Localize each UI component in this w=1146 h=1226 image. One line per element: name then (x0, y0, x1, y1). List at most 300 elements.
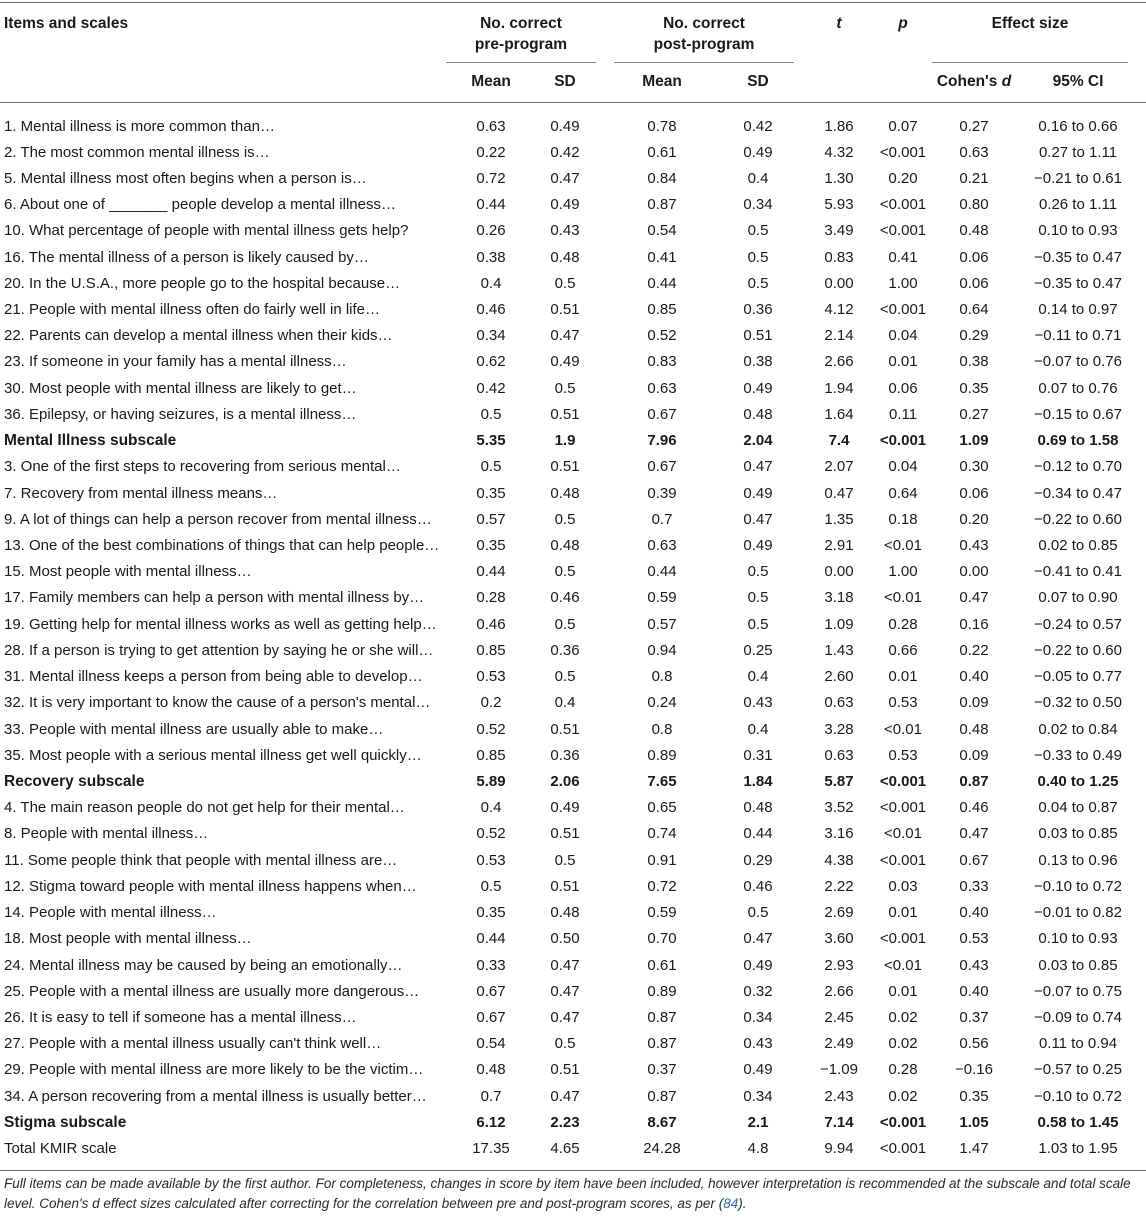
cell-cohens-d: 0.37 (959, 1008, 989, 1026)
cell-t: 2.07 (824, 458, 854, 476)
cell-t: 0.00 (824, 563, 854, 581)
cell-t: 5.87 (824, 773, 854, 790)
cell-item-label: 30. Most people with mental illness are likely to get… (4, 379, 357, 397)
cell-item-label: 14. People with mental illness… (4, 904, 217, 922)
cell-t: 1.30 (824, 169, 854, 187)
top-rule (0, 2, 1146, 3)
cell-p: <0.01 (884, 720, 922, 738)
cell-item-label: 9. A lot of things can help a person recover from mental illness… (4, 510, 432, 528)
cell-cohens-d: 0.63 (959, 143, 989, 161)
cell-pre-mean: 0.5 (480, 405, 502, 423)
cell-pre-mean: 0.4 (480, 799, 502, 817)
cell-post-sd: 0.42 (743, 117, 773, 135)
cell-95-ci: −0.10 to 0.72 (1034, 1087, 1122, 1105)
header-cohens-d-symbol: d (1001, 73, 1012, 90)
cell-pre-mean: 0.42 (476, 379, 506, 397)
cell-95-ci: 0.14 to 0.97 (1038, 301, 1118, 319)
cell-t: −1.09 (820, 1061, 858, 1079)
table-row (0, 218, 1146, 244)
cell-cohens-d: 0.80 (959, 196, 989, 214)
cell-item-label: 11. Some people think that people with mental illness are… (4, 851, 398, 869)
cell-cohens-d: 0.43 (959, 537, 989, 555)
cell-t: 0.83 (824, 248, 854, 266)
footnote-text-end: ). (738, 1196, 747, 1211)
cell-95-ci: −0.22 to 0.60 (1034, 510, 1122, 528)
cell-p: 0.06 (888, 379, 918, 397)
cell-95-ci: −0.22 to 0.60 (1034, 641, 1122, 659)
cell-post-mean: 0.87 (647, 196, 677, 214)
cell-cohens-d: 0.67 (959, 851, 989, 869)
cell-post-mean: 0.57 (647, 615, 677, 633)
cell-cohens-d: 0.56 (959, 1035, 989, 1053)
cell-pre-sd: 4.65 (550, 1140, 580, 1158)
cell-post-mean: 0.44 (647, 563, 677, 581)
cell-post-mean: 0.63 (647, 537, 677, 555)
cell-post-mean: 0.89 (647, 746, 677, 764)
cell-pre-sd: 0.51 (550, 877, 580, 895)
cell-pre-mean: 0.85 (476, 641, 506, 659)
cell-post-sd: 0.46 (743, 877, 773, 895)
cell-pre-mean: 0.26 (476, 222, 506, 240)
cell-cohens-d: 0.46 (959, 799, 989, 817)
cell-pre-mean: 0.35 (476, 537, 506, 555)
cell-item-label: 2. The most common mental illness is… (4, 143, 270, 161)
cell-post-sd: 0.5 (747, 563, 769, 581)
cell-pre-sd: 0.47 (550, 956, 580, 974)
cell-post-mean: 0.91 (647, 851, 677, 869)
cell-post-mean: 0.87 (647, 1035, 677, 1053)
table-row (0, 638, 1146, 664)
cell-t: 2.60 (824, 668, 854, 686)
cell-item-label: Mental Illness subscale (4, 432, 177, 450)
cell-t: 1.94 (824, 379, 854, 397)
cell-t: 5.93 (824, 196, 854, 214)
cell-pre-sd: 0.5 (554, 615, 576, 633)
table-row (0, 821, 1146, 847)
cell-item-label: 33. People with mental illness are usually able to make… (4, 720, 384, 738)
cell-item-label: 1. Mental illness is more common than… (4, 117, 275, 135)
cell-t: 1.64 (824, 405, 854, 423)
cell-95-ci: 0.03 to 0.85 (1038, 956, 1118, 974)
cell-t: 3.18 (824, 589, 854, 607)
header-pre-mean: Mean (471, 73, 511, 90)
cell-pre-sd: 0.50 (550, 930, 580, 948)
cell-pre-mean: 0.34 (476, 327, 506, 345)
cell-cohens-d: 0.33 (959, 877, 989, 895)
cell-post-mean: 0.67 (647, 458, 677, 476)
table-row (0, 349, 1146, 375)
cell-p: 0.04 (888, 458, 918, 476)
cell-p: 0.18 (888, 510, 918, 528)
pre-group-rule (446, 62, 596, 63)
cell-post-mean: 0.72 (647, 877, 677, 895)
cell-post-mean: 0.41 (647, 248, 677, 266)
cell-pre-mean: 0.48 (476, 1061, 506, 1079)
cell-cohens-d: 0.21 (959, 169, 989, 187)
cell-post-mean: 0.59 (647, 589, 677, 607)
cell-cohens-d: 0.09 (959, 694, 989, 712)
cell-95-ci: 0.26 to 1.11 (1038, 196, 1118, 214)
cell-t: 2.49 (824, 1035, 854, 1053)
cell-item-label: 31. Mental illness keeps a person from being able to develop… (4, 668, 423, 686)
cell-cohens-d: 0.47 (959, 589, 989, 607)
cell-t: 4.32 (824, 143, 854, 161)
cell-pre-mean: 5.89 (476, 773, 506, 790)
table-row (0, 323, 1146, 349)
cell-95-ci: −0.57 to 0.25 (1034, 1061, 1122, 1079)
cell-post-sd: 0.5 (747, 615, 769, 633)
cell-item-label: 6. About one of _______ people develop a mental illness… (4, 196, 396, 214)
table-row (0, 979, 1146, 1005)
cell-pre-mean: 0.53 (476, 851, 506, 869)
cell-cohens-d: 0.64 (959, 301, 989, 319)
cell-cohens-d: 0.22 (959, 641, 989, 659)
cell-post-sd: 4.8 (747, 1140, 769, 1158)
cell-p: 0.64 (888, 484, 918, 502)
cell-post-mean: 0.8 (651, 668, 673, 686)
cell-p: 0.53 (888, 694, 918, 712)
cell-pre-sd: 0.51 (550, 720, 580, 738)
table-row (0, 664, 1146, 690)
cell-pre-mean: 0.35 (476, 484, 506, 502)
cell-cohens-d: 0.30 (959, 458, 989, 476)
header-p: p (898, 15, 908, 32)
cell-p: 0.20 (888, 169, 918, 187)
cell-p: <0.001 (879, 1140, 927, 1158)
cell-pre-sd: 0.5 (554, 274, 576, 292)
table-row (0, 612, 1146, 638)
cell-cohens-d: 0.53 (959, 930, 989, 948)
cell-pre-mean: 0.28 (476, 589, 506, 607)
cell-post-sd: 0.5 (747, 904, 769, 922)
cell-post-mean: 0.78 (647, 117, 677, 135)
table-row (0, 690, 1146, 716)
cell-item-label: 16. The mental illness of a person is likely caused by… (4, 248, 369, 266)
cell-pre-mean: 0.53 (476, 668, 506, 686)
cell-pre-sd: 0.5 (554, 379, 576, 397)
cell-pre-mean: 0.33 (476, 956, 506, 974)
cell-pre-mean: 0.2 (480, 694, 502, 712)
cell-p: 1.00 (888, 563, 918, 581)
cell-pre-sd: 0.51 (550, 458, 580, 476)
cell-pre-sd: 0.48 (550, 537, 580, 555)
cell-95-ci: 0.27 to 1.11 (1038, 143, 1118, 161)
cell-post-mean: 0.84 (647, 169, 677, 187)
cell-pre-sd: 0.47 (550, 982, 580, 1000)
header-95-ci: 95% CI (1052, 73, 1104, 90)
cell-post-mean: 7.96 (647, 432, 677, 450)
cell-post-mean: 0.85 (647, 301, 677, 319)
cell-item-label: 4. The main reason people do not get help for their mental… (4, 799, 405, 817)
bottom-rule (0, 1170, 1146, 1171)
table-row (0, 481, 1146, 507)
cell-t: 1.43 (824, 641, 854, 659)
cell-p: <0.001 (879, 301, 927, 319)
cell-post-mean: 0.52 (647, 327, 677, 345)
cell-p: 0.41 (888, 248, 918, 266)
cell-95-ci: 0.58 to 1.45 (1037, 1113, 1119, 1131)
footnote-text: Full items can be made available by the first author. For completeness, changes in score by item have been included, however interpretation is recommended at the subscale and total scale level. Cohen's d effect sizes calculated after correcting for the correlation between pre and post-program scores, as per ( (4, 1176, 1131, 1211)
table-row (0, 140, 1146, 166)
cell-t: 3.52 (824, 799, 854, 817)
cell-cohens-d: 0.40 (959, 904, 989, 922)
cell-cohens-d: 0.87 (959, 773, 989, 790)
cell-p: <0.01 (884, 825, 922, 843)
cell-cohens-d: 1.05 (959, 1113, 989, 1131)
cell-pre-sd: 2.23 (550, 1113, 580, 1131)
cell-cohens-d: 0.40 (959, 982, 989, 1000)
cell-cohens-d: 0.00 (959, 563, 989, 581)
table-row (0, 1136, 1146, 1162)
cell-p: <0.001 (879, 143, 927, 161)
cell-t: 9.94 (824, 1140, 854, 1158)
cell-t: 0.63 (824, 746, 854, 764)
cell-p: 0.02 (888, 1087, 918, 1105)
cell-post-sd: 0.49 (743, 956, 773, 974)
cell-95-ci: −0.41 to 0.41 (1034, 563, 1122, 581)
cell-pre-mean: 0.38 (476, 248, 506, 266)
cell-post-sd: 2.1 (747, 1113, 769, 1131)
cell-post-sd: 0.43 (743, 1035, 773, 1053)
cell-pre-mean: 6.12 (476, 1113, 506, 1131)
subscale-row (0, 1110, 1146, 1136)
header-bottom-rule (0, 102, 1146, 103)
cell-95-ci: −0.01 to 0.82 (1034, 904, 1122, 922)
cell-post-mean: 0.65 (647, 799, 677, 817)
cell-item-label: 21. People with mental illness often do fairly well in life… (4, 301, 381, 319)
cell-cohens-d: −0.16 (955, 1061, 993, 1079)
footnote-reference-link[interactable]: 84 (723, 1196, 739, 1211)
cell-item-label: 26. It is easy to tell if someone has a mental illness… (4, 1008, 357, 1026)
cell-95-ci: 0.07 to 0.76 (1038, 379, 1118, 397)
cell-t: 3.49 (824, 222, 854, 240)
table-row (0, 507, 1146, 533)
cell-pre-sd: 0.51 (550, 405, 580, 423)
cell-item-label: 25. People with a mental illness are usually more dangerous… (4, 982, 420, 1000)
cell-cohens-d: 0.29 (959, 327, 989, 345)
table-row (0, 926, 1146, 952)
header-post-program: No. correct post-program (653, 15, 755, 53)
cell-p: 0.66 (888, 641, 918, 659)
cell-post-sd: 0.47 (743, 510, 773, 528)
cell-pre-mean: 17.35 (472, 1140, 510, 1158)
cell-pre-sd: 0.47 (550, 327, 580, 345)
cell-post-sd: 0.4 (747, 169, 769, 187)
cell-post-mean: 0.70 (647, 930, 677, 948)
cell-pre-sd: 0.5 (554, 1035, 576, 1053)
cell-item-label: 22. Parents can develop a mental illness when their kids… (4, 327, 393, 345)
header-post-mean: Mean (642, 73, 682, 90)
cell-item-label: Stigma subscale (4, 1113, 127, 1131)
cell-pre-mean: 5.35 (476, 432, 506, 450)
cell-post-sd: 0.25 (743, 641, 773, 659)
cell-95-ci: 0.11 to 0.94 (1038, 1035, 1118, 1053)
cell-post-sd: 0.47 (743, 458, 773, 476)
cell-95-ci: 0.40 to 1.25 (1037, 773, 1119, 790)
cell-post-sd: 0.31 (743, 746, 773, 764)
table-row (0, 271, 1146, 297)
cell-item-label: 19. Getting help for mental illness works as well as getting help… (4, 615, 437, 633)
cell-t: 7.4 (828, 432, 850, 450)
table-row (0, 1057, 1146, 1083)
cell-pre-mean: 0.72 (476, 169, 506, 187)
cell-pre-sd: 0.5 (554, 668, 576, 686)
cell-cohens-d: 0.47 (959, 825, 989, 843)
cell-cohens-d: 0.06 (959, 248, 989, 266)
cell-item-label: 18. Most people with mental illness… (4, 930, 252, 948)
effect-group-rule (932, 62, 1128, 63)
cell-t: 2.91 (824, 537, 854, 555)
cell-95-ci: 0.07 to 0.90 (1038, 589, 1118, 607)
cell-pre-mean: 0.5 (480, 458, 502, 476)
cell-item-label: 13. One of the best combinations of things that can help people… (4, 537, 440, 555)
cell-95-ci: 0.02 to 0.84 (1038, 720, 1118, 738)
cell-t: 1.35 (824, 510, 854, 528)
cell-t: 2.93 (824, 956, 854, 974)
cell-t: 2.69 (824, 904, 854, 922)
cell-item-label: 5. Mental illness most often begins when a person is… (4, 169, 367, 187)
table-row (0, 454, 1146, 480)
cell-p: <0.001 (879, 799, 927, 817)
cell-t: 3.28 (824, 720, 854, 738)
cell-cohens-d: 0.38 (959, 353, 989, 371)
cell-t: 3.16 (824, 825, 854, 843)
cell-cohens-d: 0.35 (959, 379, 989, 397)
cell-pre-mean: 0.46 (476, 301, 506, 319)
cell-post-sd: 0.5 (747, 274, 769, 292)
cell-95-ci: −0.24 to 0.57 (1034, 615, 1122, 633)
cell-post-mean: 0.63 (647, 379, 677, 397)
cell-pre-sd: 0.36 (550, 641, 580, 659)
cell-cohens-d: 0.40 (959, 668, 989, 686)
header-items-and-scales: Items and scales (4, 15, 129, 32)
cell-item-label: Recovery subscale (4, 773, 145, 790)
cell-cohens-d: 1.47 (959, 1140, 989, 1158)
cell-p: 0.28 (888, 1061, 918, 1079)
cell-p: 0.11 (888, 405, 918, 423)
cell-post-sd: 0.48 (743, 799, 773, 817)
post-group-rule (614, 62, 794, 63)
cell-pre-sd: 0.36 (550, 746, 580, 764)
cell-pre-mean: 0.62 (476, 353, 506, 371)
cell-p: 0.53 (888, 746, 918, 764)
cell-pre-sd: 0.51 (550, 1061, 580, 1079)
cell-item-label: 32. It is very important to know the cause of a person's mental… (4, 694, 431, 712)
cell-post-mean: 0.61 (647, 956, 677, 974)
header-effect-size: Effect size (991, 15, 1069, 32)
cell-t: 2.43 (824, 1087, 854, 1105)
table-row (0, 953, 1146, 979)
cell-cohens-d: 0.16 (959, 615, 989, 633)
cell-p: <0.01 (884, 956, 922, 974)
cell-post-sd: 0.34 (743, 1008, 773, 1026)
cell-post-sd: 0.51 (743, 327, 773, 345)
cell-item-label: 35. Most people with a serious mental illness get well quickly… (4, 746, 422, 764)
cell-post-sd: 0.34 (743, 1087, 773, 1105)
cell-pre-sd: 0.46 (550, 589, 580, 607)
cell-item-label: 15. Most people with mental illness… (4, 563, 252, 581)
cell-post-sd: 0.49 (743, 484, 773, 502)
cell-post-sd: 0.36 (743, 301, 773, 319)
cell-cohens-d: 0.09 (959, 746, 989, 764)
cell-post-mean: 0.44 (647, 274, 677, 292)
cell-post-sd: 0.5 (747, 222, 769, 240)
cell-95-ci: 0.03 to 0.85 (1038, 825, 1118, 843)
cell-post-mean: 0.67 (647, 405, 677, 423)
table-row (0, 402, 1146, 428)
subscale-row (0, 769, 1146, 795)
cell-item-label: 8. People with mental illness… (4, 825, 209, 843)
cell-post-mean: 0.7 (651, 510, 673, 528)
cell-95-ci: −0.12 to 0.70 (1034, 458, 1122, 476)
cell-cohens-d: 0.27 (959, 405, 989, 423)
cell-post-sd: 0.49 (743, 143, 773, 161)
cell-post-mean: 24.28 (643, 1140, 681, 1158)
cell-pre-mean: 0.35 (476, 904, 506, 922)
cell-95-ci: −0.09 to 0.74 (1034, 1008, 1122, 1026)
cell-pre-mean: 0.44 (476, 563, 506, 581)
cell-cohens-d: 0.35 (959, 1087, 989, 1105)
cell-pre-sd: 0.47 (550, 1008, 580, 1026)
cell-pre-mean: 0.54 (476, 1035, 506, 1053)
table-row (0, 1031, 1146, 1057)
cell-item-label: 17. Family members can help a person with mental illness by… (4, 589, 425, 607)
cell-p: 0.03 (888, 877, 918, 895)
cell-post-sd: 0.5 (747, 248, 769, 266)
cell-95-ci: 0.10 to 0.93 (1038, 222, 1118, 240)
cell-95-ci: −0.07 to 0.75 (1034, 982, 1122, 1000)
table-footnote (4, 1174, 1140, 1214)
cell-cohens-d: 0.48 (959, 720, 989, 738)
cell-p: 0.07 (888, 117, 918, 135)
cell-pre-mean: 0.22 (476, 143, 506, 161)
table-row (0, 874, 1146, 900)
table-row (0, 900, 1146, 926)
cell-p: <0.001 (879, 851, 927, 869)
cell-pre-sd: 0.5 (554, 851, 576, 869)
cell-t: 4.38 (824, 851, 854, 869)
cell-post-mean: 0.54 (647, 222, 677, 240)
cell-t: 2.22 (824, 877, 854, 895)
cell-post-mean: 0.83 (647, 353, 677, 371)
cell-item-label: 7. Recovery from mental illness means… (4, 484, 278, 502)
cell-pre-mean: 0.52 (476, 825, 506, 843)
cell-post-mean: 0.61 (647, 143, 677, 161)
cell-pre-sd: 0.49 (550, 117, 580, 135)
cell-p: <0.001 (879, 432, 927, 450)
cell-pre-sd: 0.49 (550, 353, 580, 371)
table-row (0, 717, 1146, 743)
cell-post-sd: 0.48 (743, 405, 773, 423)
header-cohens-label: Cohen's (936, 73, 1002, 90)
cell-post-mean: 0.24 (647, 694, 677, 712)
cell-post-sd: 0.29 (743, 851, 773, 869)
cell-t: 0.47 (824, 484, 854, 502)
table-row (0, 559, 1146, 585)
cell-pre-sd: 0.49 (550, 799, 580, 817)
table-row (0, 376, 1146, 402)
cell-pre-sd: 0.43 (550, 222, 580, 240)
cell-cohens-d: 0.27 (959, 117, 989, 135)
table-row (0, 1005, 1146, 1031)
cell-post-mean: 0.94 (647, 641, 677, 659)
cell-t: 2.14 (824, 327, 854, 345)
cell-post-mean: 8.67 (647, 1113, 677, 1131)
cell-95-ci: −0.15 to 0.67 (1034, 405, 1122, 423)
table-row (0, 245, 1146, 271)
cell-item-label: 36. Epilepsy, or having seizures, is a mental illness… (4, 405, 357, 423)
cell-pre-sd: 0.42 (550, 143, 580, 161)
